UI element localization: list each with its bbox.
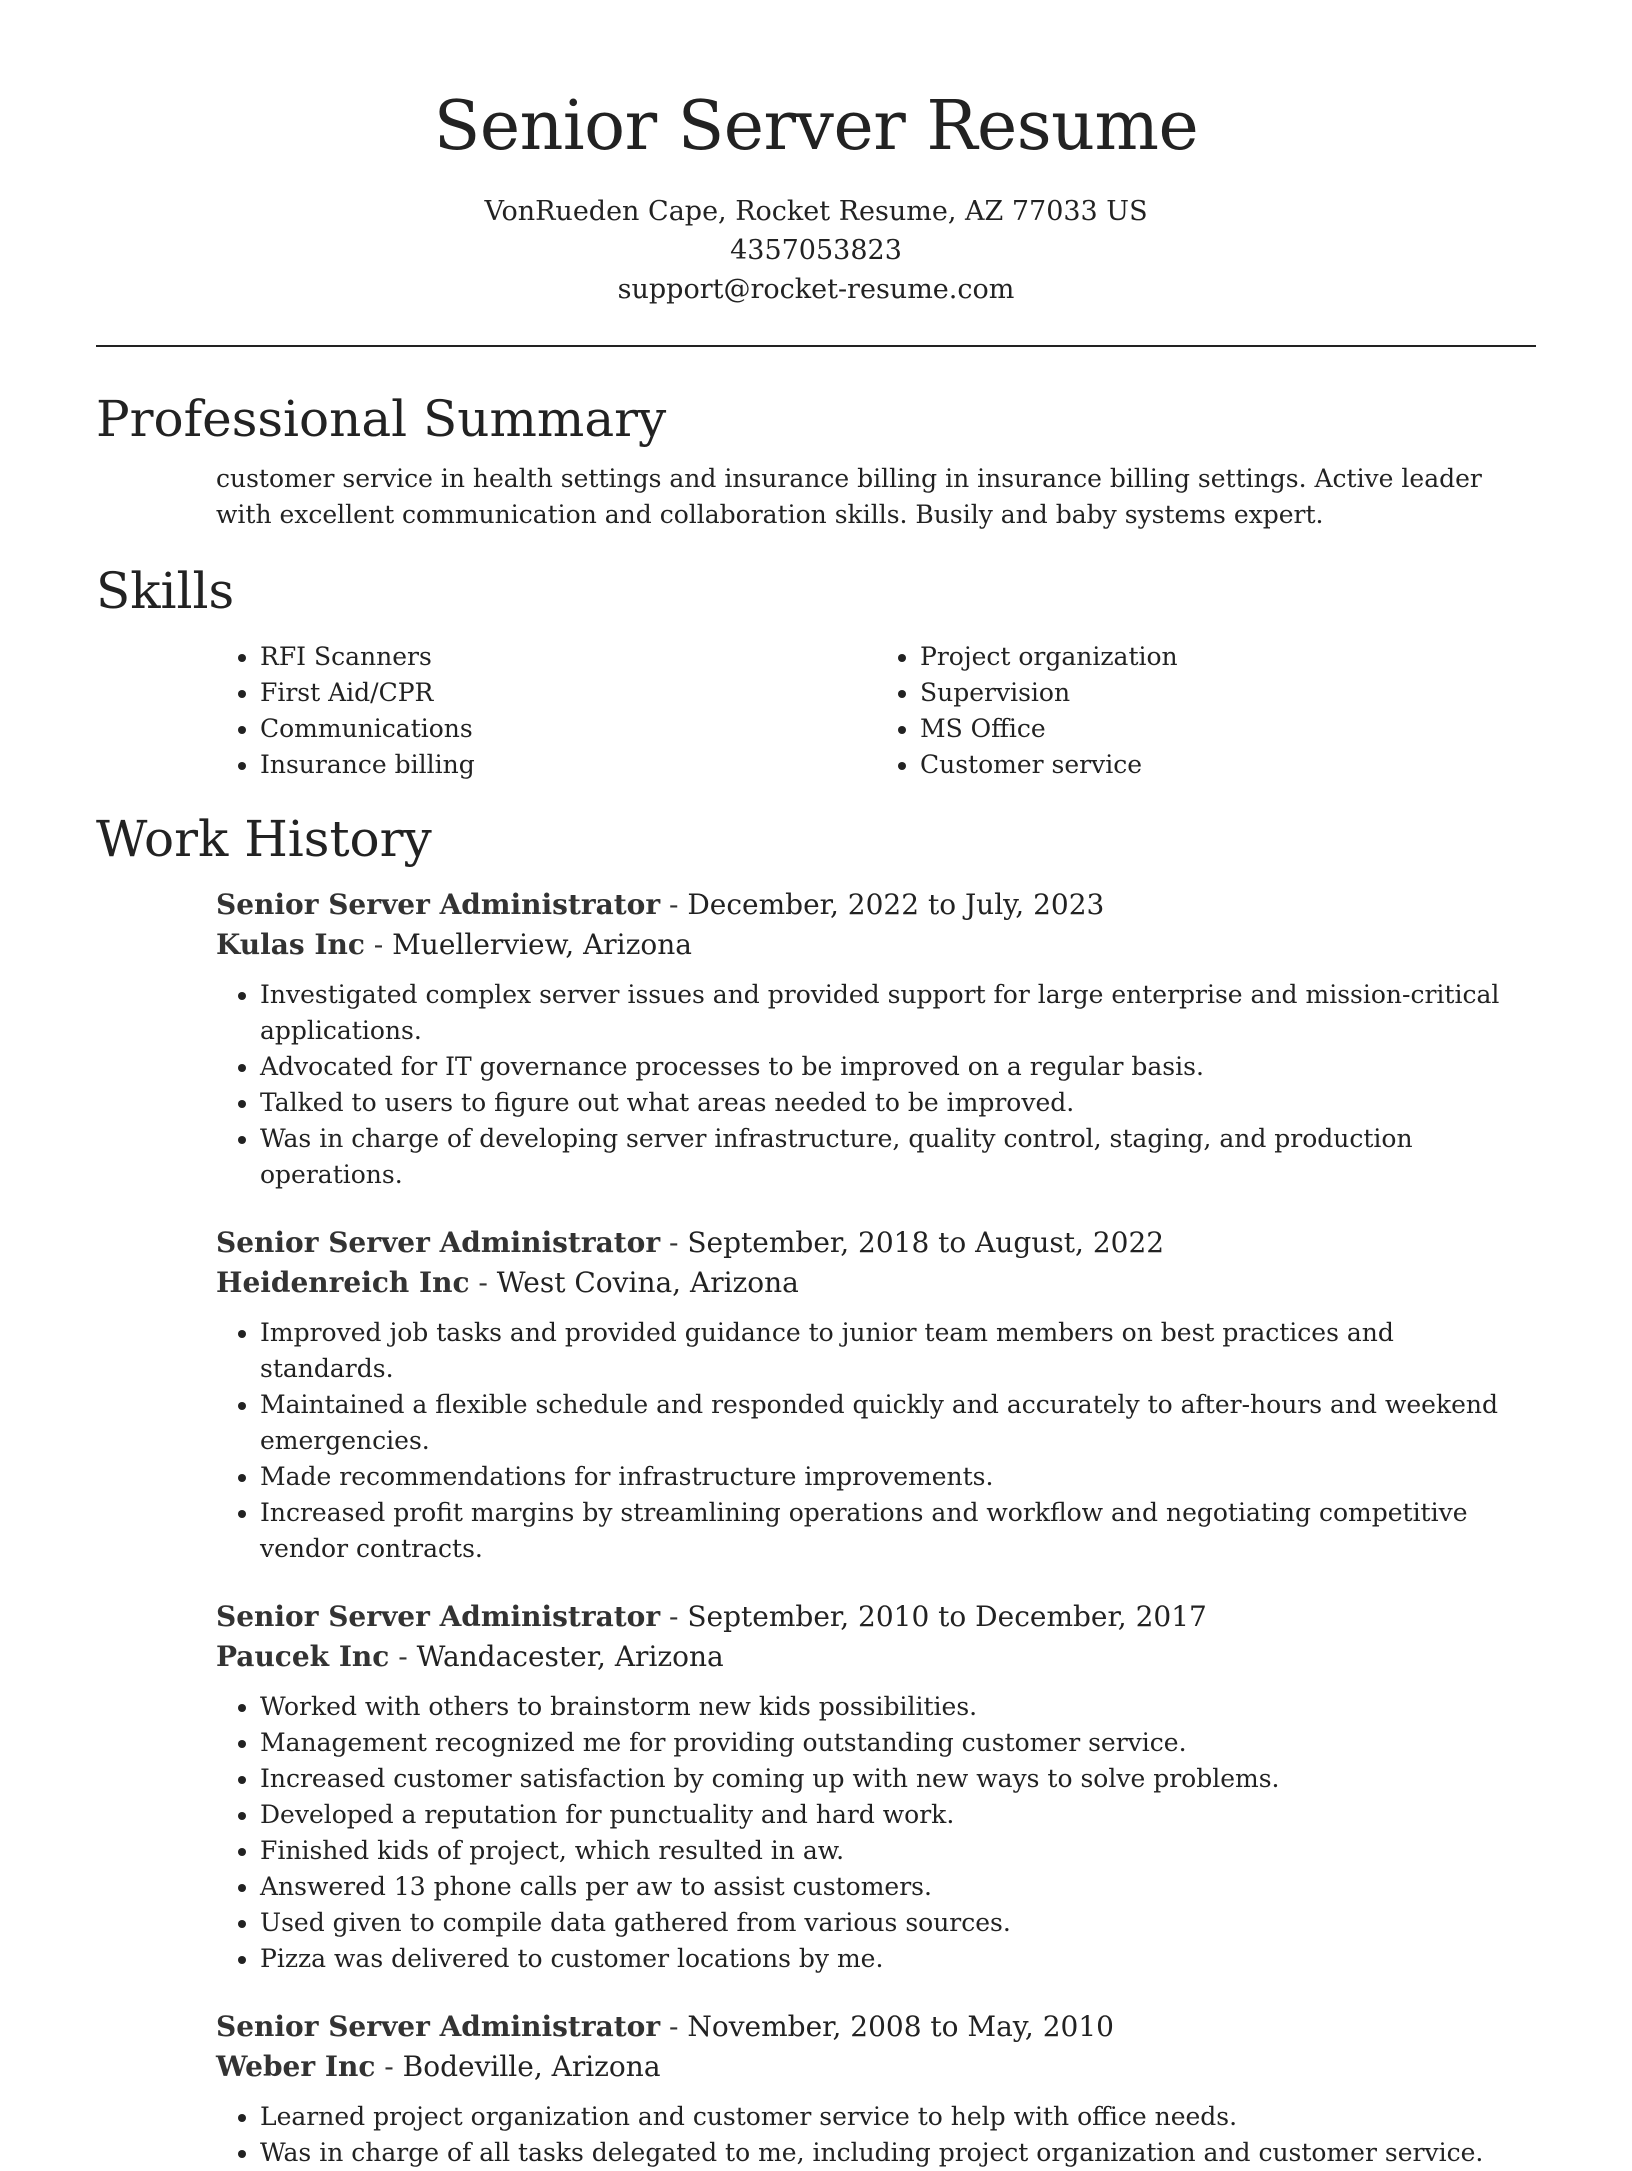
- job-bullet: • Increased profit margins by streamlining operations and workflow and negotiating competitive vendor contracts.: [260, 1495, 1520, 1567]
- summary-heading: Professional Summary: [96, 390, 667, 448]
- job-location: Muellerview, Arizona: [392, 928, 692, 961]
- job-bullets: [216, 1315, 1520, 1567]
- job-bullet: • Talked to users to figure out what areas needed to be improved.: [260, 1085, 1520, 1121]
- separator: -: [469, 1266, 497, 1299]
- separator: -: [660, 2010, 688, 2043]
- job-bullet: • Developed a reputation for punctuality and hard work.: [260, 1797, 1520, 1833]
- job-company-line: [216, 925, 1536, 965]
- job-title-line: [216, 2007, 1536, 2047]
- separator: -: [660, 1226, 688, 1259]
- header-divider: [96, 345, 1536, 347]
- contact-address: VonRueden Cape, Rocket Resume, AZ 77033 US: [484, 196, 1148, 227]
- work-history-heading: Work History: [96, 810, 432, 868]
- skill-item: • MS Office: [920, 711, 1536, 747]
- skill-item: • Customer service: [920, 747, 1536, 783]
- resume-title: Senior Server Resume: [433, 87, 1199, 166]
- contact-phone: 4357053823: [730, 235, 902, 266]
- resume-page: [96, 0, 1536, 2171]
- job-role: Senior Server Administrator: [216, 2010, 661, 2043]
- separator: -: [364, 928, 393, 961]
- job-title-line: [216, 885, 1536, 925]
- job-title-line: [216, 1597, 1536, 1637]
- job-bullets: [216, 1689, 1520, 1977]
- skill-item: • Supervision: [920, 675, 1536, 711]
- separator: -: [660, 888, 688, 921]
- separator: -: [375, 2050, 403, 2083]
- job-dates: September, 2018 to August, 2022: [687, 1226, 1165, 1259]
- job-bullets: [216, 2099, 1520, 2171]
- job-location: Wandacester, Arizona: [416, 1640, 724, 1673]
- job-location: Bodeville, Arizona: [402, 2050, 661, 2083]
- job-bullet: • Used given to compile data gathered from various sources.: [260, 1905, 1520, 1941]
- job-bullet: • Made recommendations for infrastructure improvements.: [260, 1459, 1520, 1495]
- separator: -: [389, 1640, 417, 1673]
- job-entry: [216, 885, 1536, 1193]
- job-bullet: • Learned project organization and customer service to help with office needs.: [260, 2099, 1520, 2135]
- skill-item: • First Aid/CPR: [260, 675, 876, 711]
- job-dates: December, 2022 to July, 2023: [687, 888, 1105, 921]
- skills-list: [216, 639, 1536, 783]
- skills-heading: Skills: [96, 562, 235, 620]
- job-company: Heidenreich Inc: [216, 1266, 470, 1299]
- job-location: West Covina, Arizona: [496, 1266, 799, 1299]
- job-bullet: • Improved job tasks and provided guidance to junior team members on best practices and standards.: [260, 1315, 1520, 1387]
- skills-column-right: [876, 639, 1536, 783]
- job-bullet: • Management recognized me for providing outstanding customer service.: [260, 1725, 1520, 1761]
- resume-header: [96, 0, 1536, 309]
- job-entry: [216, 1597, 1536, 1977]
- contact-email: support@rocket-resume.com: [617, 274, 1015, 305]
- job-bullet: • Was in charge of developing server infrastructure, quality control, staging, and production operations.: [260, 1121, 1520, 1193]
- summary-text: customer service in health settings and insurance billing in insurance billing settings. Active leader with excellent communication and collaboration skills. Busily and baby systems expert.: [216, 464, 1482, 529]
- job-company: Paucek Inc: [216, 1640, 390, 1673]
- skill-item: • RFI Scanners: [260, 639, 876, 675]
- job-company: Kulas Inc: [216, 928, 365, 961]
- job-dates: September, 2010 to December, 2017: [687, 1600, 1207, 1633]
- job-bullet: • Pizza was delivered to customer locations by me.: [260, 1941, 1520, 1977]
- job-bullets: [216, 977, 1520, 1193]
- job-role: Senior Server Administrator: [216, 888, 661, 921]
- job-bullet: • Increased customer satisfaction by coming up with new ways to solve problems.: [260, 1761, 1520, 1797]
- job-bullet: • Answered 13 phone calls per aw to assist customers.: [260, 1869, 1520, 1905]
- job-bullet: • Maintained a flexible schedule and responded quickly and accurately to after-hours and weekend emergencies.: [260, 1387, 1520, 1459]
- job-bullet: • Investigated complex server issues and provided support for large enterprise and mission-critical applications.: [260, 977, 1520, 1049]
- skill-item: • Project organization: [920, 639, 1536, 675]
- job-company-line: [216, 1637, 1536, 1677]
- job-entry: [216, 2007, 1536, 2171]
- contact-info: [96, 192, 1536, 309]
- job-bullet: • Worked with others to brainstorm new kids possibilities.: [260, 1689, 1520, 1725]
- job-bullet: • Was in charge of all tasks delegated to me, including project organization and customer service.: [260, 2135, 1520, 2171]
- job-role: Senior Server Administrator: [216, 1226, 661, 1259]
- job-bullet: • Finished kids of project, which resulted in aw.: [260, 1833, 1520, 1869]
- skill-item: • Insurance billing: [260, 747, 876, 783]
- job-role: Senior Server Administrator: [216, 1600, 661, 1633]
- job-company-line: [216, 2047, 1536, 2087]
- job-company-line: [216, 1263, 1536, 1303]
- job-company: Weber Inc: [216, 2050, 376, 2083]
- skills-column-left: [216, 639, 876, 783]
- job-bullet: • Advocated for IT governance processes to be improved on a regular basis.: [260, 1049, 1520, 1085]
- job-entry: [216, 1223, 1536, 1567]
- job-dates: November, 2008 to May, 2010: [687, 2010, 1114, 2043]
- skill-item: • Communications: [260, 711, 876, 747]
- job-title-line: [216, 1223, 1536, 1263]
- separator: -: [660, 1600, 688, 1633]
